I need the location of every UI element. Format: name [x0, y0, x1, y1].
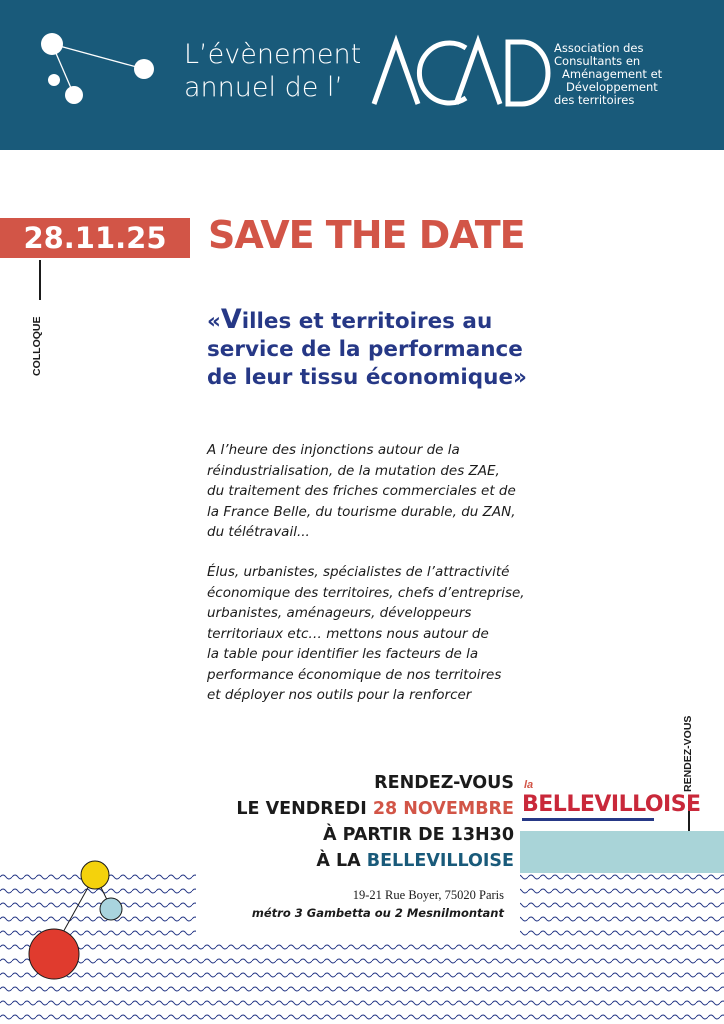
paragraph-line: territoriaux etc… mettons nous autour de — [207, 625, 489, 642]
paragraph-line: et déployer nos outils pour la renforcer — [207, 687, 472, 703]
title-initial: V — [220, 304, 242, 335]
rendezvous-venue: BELLEVILLOISE — [366, 851, 514, 871]
rendezvous-card — [196, 762, 520, 942]
logo-text: ACAD — [372, 23, 417, 40]
paragraph-line: la France Belle, du tourisme durable, du ZAN, — [207, 503, 516, 520]
rendezvous-details — [236, 770, 514, 874]
title-open-quote: « — [207, 309, 221, 334]
logo-main: BELLEVILLOISE — [522, 792, 701, 817]
paragraph-line: A l’heure des injonctions autour de la — [207, 442, 460, 458]
paragraph-line: du traitement des friches commerciales et de — [207, 483, 516, 499]
address-text: 19-21 Rue Boyer, 75020 Paris — [352, 888, 504, 902]
paragraph-line: performance économique de nos territoires — [207, 666, 502, 683]
rendezvous-date: 28 NOVEMBRE — [372, 799, 514, 819]
save-the-date-heading: SAVE THE DATE — [208, 213, 525, 257]
tagline-line-1: L’évènement — [184, 39, 362, 70]
date-badge: 28.11.25 — [0, 218, 190, 258]
venue-address — [252, 886, 504, 922]
logo-underline — [522, 818, 654, 821]
paragraph-line: urbanistes, aménageurs, développeurs — [207, 605, 472, 621]
paragraph-line: économique des territoires, chefs d’entreprise, — [207, 584, 525, 601]
rendezvous-line-4 — [236, 848, 514, 874]
logo-subtitle-line: Consultants en — [554, 54, 641, 68]
red-circle — [29, 929, 79, 979]
logo-la: la — [524, 779, 534, 791]
paragraph-line: Élus, urbanistes, spécialistes de l’attractivité — [207, 564, 510, 580]
light-blue-circle — [100, 898, 122, 920]
teal-band — [520, 831, 724, 873]
logo-subtitle-line: des territoires — [554, 93, 635, 107]
metro-text: métro 3 Gambetta ou 2 Mesnilmontant — [251, 906, 504, 920]
rendezvous-line-1: RENDEZ-VOUS — [374, 773, 514, 793]
decorative-circles — [22, 856, 132, 986]
bellevilloise-logo — [522, 779, 701, 823]
event-title — [207, 306, 547, 392]
logo-subtitle-line: Développement — [566, 80, 658, 94]
paragraph-line: du télétravail... — [207, 524, 310, 540]
colloque-label: COLLOQUE — [31, 316, 43, 376]
network-icon — [30, 28, 160, 108]
paragraph-line: la table pour identifier les facteurs de la — [207, 646, 479, 662]
logo-subtitle-line: Association des — [554, 41, 644, 55]
header-tagline — [184, 38, 361, 104]
audience-paragraph — [207, 562, 537, 706]
title-rest: illes et territoires au service de la performance de leur tissu économique» — [207, 309, 527, 390]
header-banner — [0, 0, 724, 150]
rendezvous-line-2 — [236, 796, 514, 822]
logo-subtitle-line: Aménagement et — [562, 67, 663, 81]
tagline-line-2: annuel de l’ — [184, 72, 343, 103]
left-divider-line — [39, 260, 41, 300]
paragraph-line: réindustrialisation, de la mutation des ZAE, — [207, 462, 500, 479]
intro-paragraph — [207, 440, 537, 543]
rendezvous-venue-prefix: À LA — [316, 851, 367, 871]
acad-logo — [372, 23, 550, 108]
rendezvous-day: LE VENDREDI — [236, 799, 373, 819]
logo-subtitle — [554, 42, 662, 107]
rendezvous-line-3: À PARTIR DE 13H30 — [322, 825, 514, 845]
rendezvous-side-label: RENDEZ-VOUS — [682, 715, 694, 792]
yellow-circle — [81, 861, 109, 889]
